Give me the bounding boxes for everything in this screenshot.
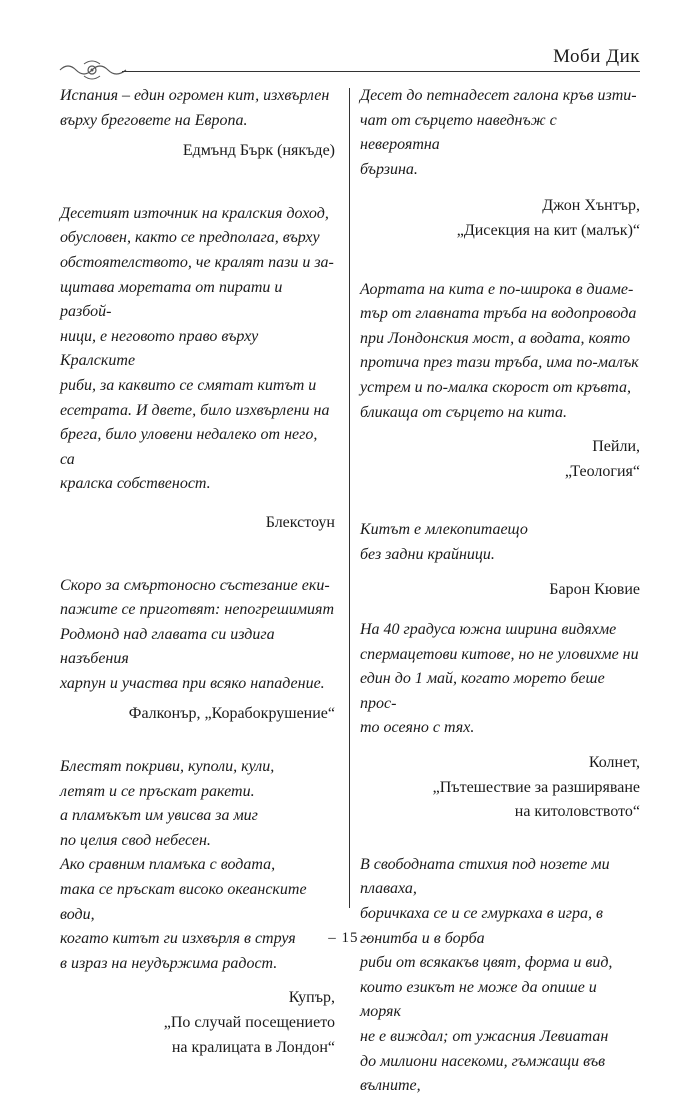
epigraph [360, 618, 640, 825]
epigraph [360, 853, 640, 1099]
running-title: Моби Дик [553, 46, 640, 67]
epigraph-attribution: Купър, „По случай посещението на кралицата в Лондон“ [163, 989, 335, 1056]
epigraph-attribution: Пейли, „Теология“ [564, 438, 640, 480]
epigraph-quote: Испания – един огромен кит, изхвърлен върху бреговете на Европа. [60, 87, 330, 129]
epigraph [360, 518, 640, 602]
epigraph-quote: Десетият източник на кралския доход, обусловен, както се предполага, върху обстоятелството, че кралят пази и за- щитава моретата от пирати и разбой- ници, е неговото право върху Кралските риби, за каквито се смятат китът и есетрата. И двете, било изхвърлени на брега, било уловени недалеко от него, са кралска собственост. [60, 204, 334, 493]
epigraph [60, 574, 335, 728]
header-rule [122, 71, 640, 72]
epigraph [60, 202, 335, 536]
page-number: – 15 – [328, 930, 372, 946]
epigraph [360, 84, 640, 244]
epigraph-quote: На 40 градуса южна ширина видяхме спермацетови китове, но не уловихме ни един до 1 май, когато морето беше прос- то осеяно с тях. [360, 621, 639, 737]
epigraph [60, 84, 335, 164]
epigraph [360, 278, 640, 485]
epigraph-attribution: Джон Хънтър, „Дисекция на кит (малък)“ [456, 197, 640, 239]
epigraph-attribution: Барон Кювие [549, 580, 640, 598]
epigraph-quote: Скоро за смъртоносно състезание еки- пажите се приготвят: непогрешимият Родмонд над главата си издига назъбения харпун и участва при всяко нападение. [60, 576, 335, 692]
epigraph-quote: Аортата на кита е по-широка в диаме- тър от главната тръба на водопровода при Лондонския мост, а водата, която протича през тази тръба, има по-малък устрем и по-малка скорост от кръвта, бликаща от сърцето на кита. [360, 280, 639, 421]
flourish-ornament-icon [58, 58, 128, 82]
epigraph-attribution: Блекстоун [265, 513, 335, 531]
epigraph-quote: В свободната стихия под нозете ми плаваха, боричкаха се и се гмуркаха в игра, в гонитба и в борба риби от всякакъв цвят, форма и вид, които езикът не може да опише и моряк не е виждал; от ужасния Левиатан до милиони насекоми, гъмжащи във вълните, [360, 855, 613, 1095]
column-divider [349, 88, 350, 908]
left-column [60, 84, 335, 1060]
epigraph-attribution: Колнет, „Пътешествие за разширяване на китоловството“ [432, 754, 640, 821]
epigraph-attribution: Едмънд Бърк (някъде) [182, 142, 335, 160]
epigraph-quote: Китът е млекопитаещо без задни крайници. [360, 521, 528, 563]
epigraph [60, 755, 335, 1060]
epigraph-quote: Блестят покриви, куполи, кули, летят и се пръскат ракети. а пламъкът им увисва за миг по целия свод небесен. Ако сравним пламъка с водата, така се пръскат високо океанските води, когато китът ги изхвърля в струя в израз на неудържима радост. [60, 758, 307, 972]
epigraph-attribution: Фалконър, „Корабокрушение“ [128, 705, 335, 723]
epigraph-quote: Десет до петнадесет галона кръв изти- чат от сърцето наведнъж с невероятна бързина. [360, 87, 637, 178]
